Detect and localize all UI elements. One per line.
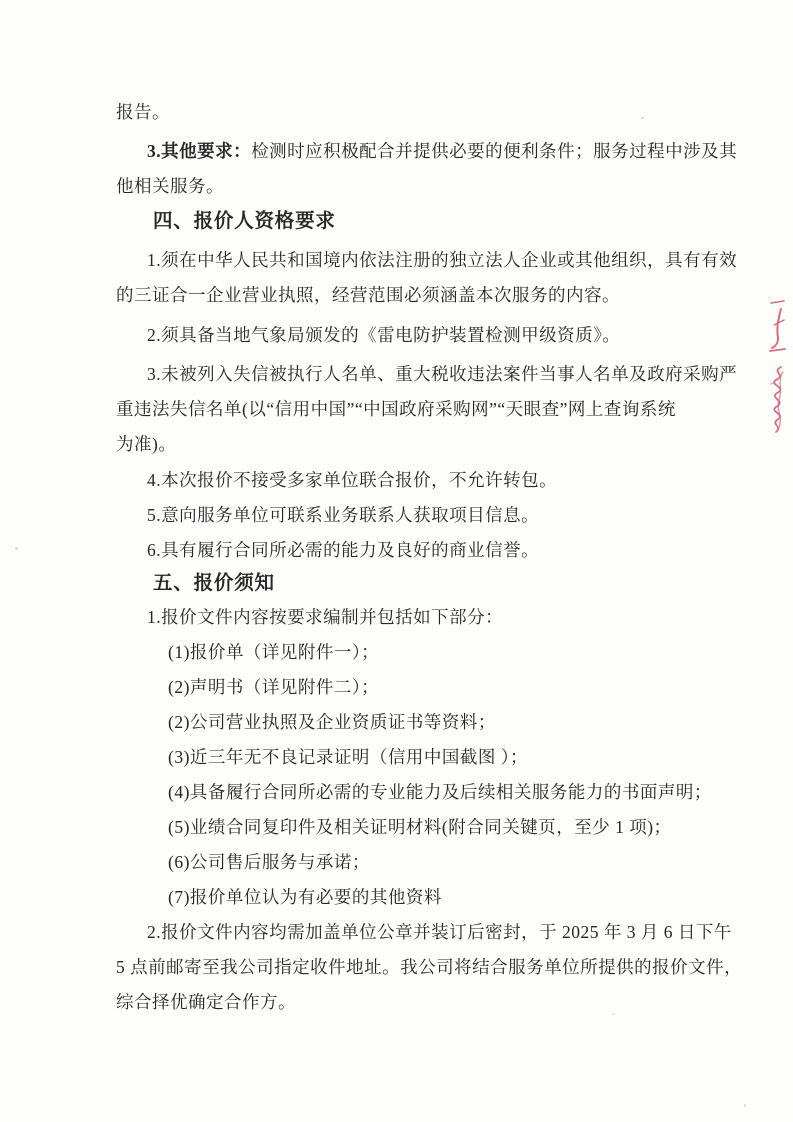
text-line: 3.未被列入失信被执行人名单、重大税收违法案件当事人名单及政府采购严 xyxy=(147,364,738,384)
paragraph-qualification-6 xyxy=(116,533,682,568)
section-heading-bidder-qualifications xyxy=(116,206,682,238)
paragraph-qualification-2 xyxy=(116,318,682,353)
paragraph-qualification-1 xyxy=(116,243,738,313)
text-line: 他相关服务。 xyxy=(116,176,224,196)
red-ink-annotation-2 xyxy=(761,364,793,441)
text-line: 5.意向服务单位可联系业务联系人获取项目信息。 xyxy=(147,505,540,525)
text-line: (2)公司营业执照及企业资质证书等资料； xyxy=(168,712,496,732)
text-line: 的三证合一企业营业执照，经营范围必须涵盖本次服务的内容。 xyxy=(116,285,620,305)
paragraph-quotation-note-2 xyxy=(116,915,743,1020)
list-item-other-materials xyxy=(116,880,682,915)
text-line: (3)近三年无不良记录证明（信用中国截图 ）； xyxy=(168,747,529,767)
list-item-credit-record xyxy=(116,740,682,775)
text-line: 报告。 xyxy=(116,102,170,122)
list-item-declaration xyxy=(116,670,682,705)
paragraph-qualification-4 xyxy=(116,463,682,498)
document-body xyxy=(116,95,743,1020)
scan-speck xyxy=(744,1104,746,1107)
red-ink-annotation-1 xyxy=(756,297,793,366)
list-item-quotation-sheet xyxy=(116,635,682,670)
section-heading-quotation-notes xyxy=(116,568,682,600)
text-line: 3.其他要求：检测时应积极配合并提供必要的便利条件；服务过程中涉及其 xyxy=(147,141,738,161)
text-line: 2.报价文件内容均需加盖单位公章并装订后密封，于 2025 年 3 月 6 日下午 xyxy=(147,922,732,942)
scan-speck xyxy=(15,547,18,550)
text-line: 1.须在中华人民共和国境内依法注册的独立法人企业或其他组织，具有有效 xyxy=(147,250,738,270)
text-line: (4)具备履行合同所必需的专业能力及后续相关服务能力的书面声明； xyxy=(168,782,712,802)
paragraph-qualification-3 xyxy=(116,357,738,462)
bold-run: 3.其他要求： xyxy=(147,141,252,161)
scan-speck xyxy=(641,117,644,119)
text-line: 为准)。 xyxy=(116,434,177,454)
text-line: (1)报价单（详见附件一）； xyxy=(168,642,380,662)
text-line: 综合择优确定合作方。 xyxy=(116,992,296,1012)
text-line: (6)公司售后服务与承诺； xyxy=(168,852,370,872)
scan-speck xyxy=(612,1013,614,1015)
text-line: 重违法失信名单(以“信用中国”“中国政府采购网”“天眼查”网上查询系统 xyxy=(116,399,676,419)
heading-text: 五、报价须知 xyxy=(153,573,275,594)
text-line: (7)报价单位认为有必要的其他资料 xyxy=(168,887,442,907)
paragraph-quotation-note-1 xyxy=(116,600,682,635)
list-item-business-license xyxy=(116,705,682,740)
text-line: 5 点前邮寄至我公司指定收件地址。我公司将结合服务单位所提供的报价文件， xyxy=(116,957,743,977)
text-line: 1.报价文件内容按要求编制并包括如下部分： xyxy=(147,607,504,627)
text-line: 2.须具备当地气象局颁发的《雷电防护装置检测甲级资质》。 xyxy=(147,325,621,345)
list-item-after-sales xyxy=(116,845,682,880)
list-item-capability-statement xyxy=(116,775,712,810)
heading-text: 四、报价人资格要求 xyxy=(153,211,336,232)
text-line: (2)声明书（详见附件二）； xyxy=(168,677,380,697)
paragraph-other-requirements xyxy=(116,134,738,204)
paragraph-report-continuation xyxy=(116,95,682,130)
text-line: 6.具有履行合同所必需的能力及良好的商业信誉。 xyxy=(147,540,540,560)
paragraph-qualification-5 xyxy=(116,498,682,533)
list-item-performance-contracts xyxy=(116,810,682,845)
text-line: (5)业绩合同复印件及相关证明材料(附合同关键页，至少 1 项)； xyxy=(168,817,672,837)
text-line: 4.本次报价不接受多家单位联合报价，不允许转包。 xyxy=(147,470,558,490)
